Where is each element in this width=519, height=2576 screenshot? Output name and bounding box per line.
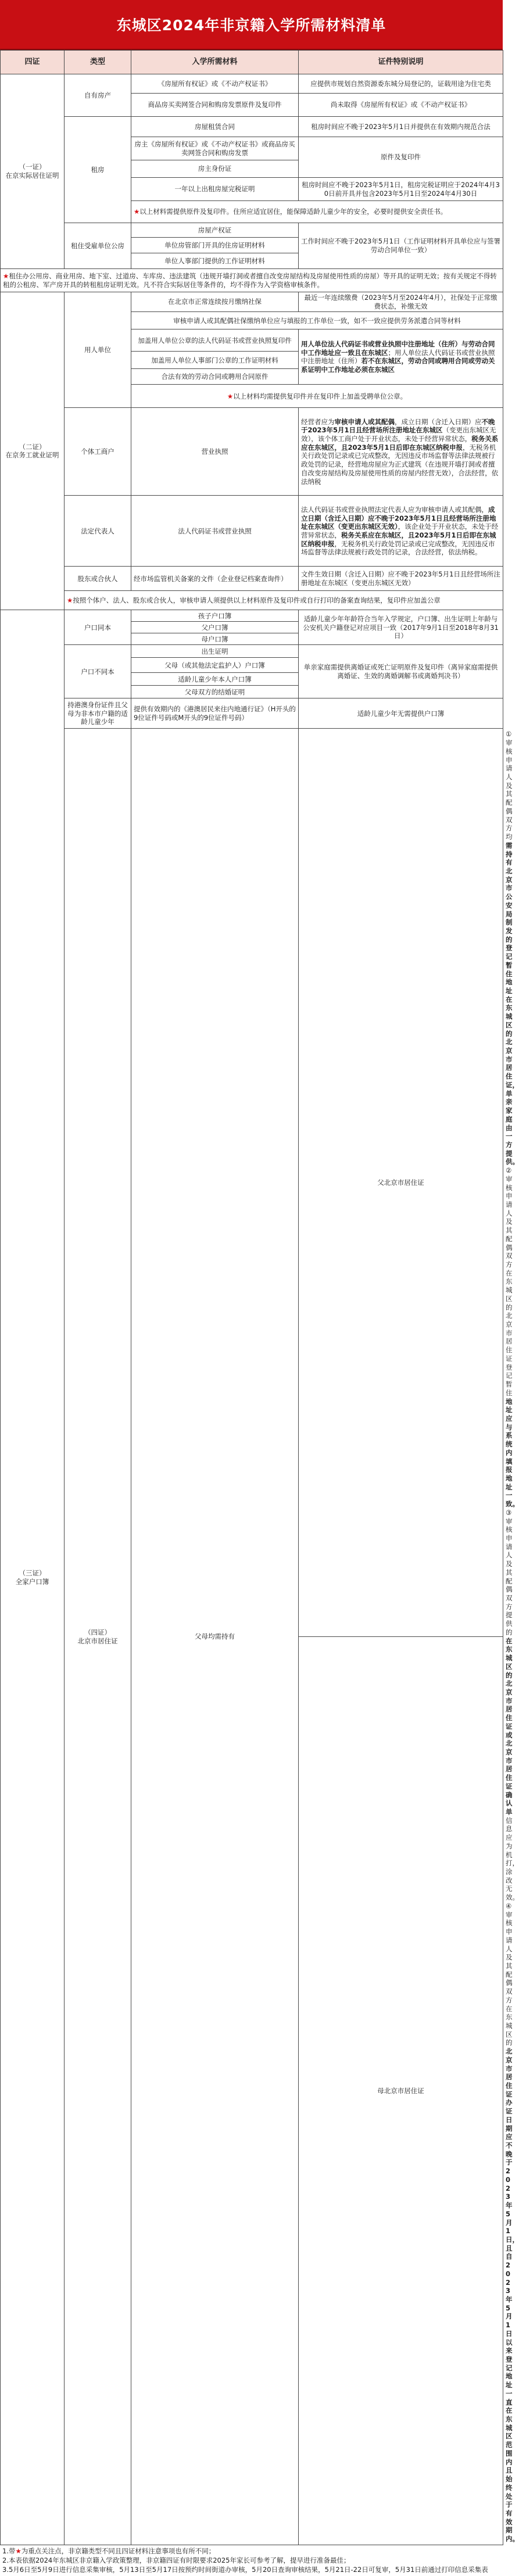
header-row <box>1 51 503 74</box>
footer-line-2: 2.本表依据2024年东城区非京籍入学政策整理，非京籍四证有时限要求2025年家长可参考了解，提早进行准备最佳； <box>2 2556 350 2565</box>
material: 母户口簿 <box>131 633 299 645</box>
type-same-hukou: 户口同本 <box>65 610 131 645</box>
type-shareholder: 股东或合伙人 <box>65 567 131 591</box>
material: 单位房管部门开具的住房证明材料 <box>131 238 299 253</box>
header-cert: 四证 <box>1 51 65 74</box>
type-employer: 用人单位 <box>65 292 131 408</box>
material: 房屋产权证 <box>131 223 299 238</box>
business-note: ★按照个体户、法人、股东或合伙人，审核申请人须提供以上材料原件及复印件或自行打印的备案查询结果，复印件应加盖公章 <box>65 591 503 610</box>
material: 加盖用人单位公章的法人代码证书或营业执照复印件 <box>131 329 299 352</box>
footer-notes <box>0 2545 503 2576</box>
header-notes: 证件特别说明 <box>299 51 503 74</box>
cert-1-cell <box>1 74 65 269</box>
material: 营业执照 <box>131 408 299 496</box>
material: 一年以上出租房屋完税证明 <box>131 178 299 201</box>
star-icon: ★ <box>134 207 140 216</box>
cert-1-footnote: ★租住办公用房、商业用房、地下室、过道房、车库房、违法建筑（违规开墙打洞或者擅自改变房屋结构及房屋使用性质的房屋）等开具的证明无效；按有关规定不得转租的公租房、军产房开具的转租租房证明无效。凡不符合实际居住等条件的，均不得作为入学资格审核条件。 <box>1 269 503 292</box>
footer-line-1: 1.带★为重点关注点，非京籍类型不同且四证材料注意事项也有所不同； <box>2 2546 216 2555</box>
note: 最近一年连续缴费（2023年5月至2024年4月），社保处于正常缴费状态，补缴无效 <box>299 292 503 312</box>
note: 租房时间应不晚于2023年5月1日，租房完税证明应于2024年4月30日前开具并包含2023年5月1日至2024年4月30日 <box>299 178 503 201</box>
star-icon: ★ <box>227 392 234 400</box>
material: 父母（或其他法定监护人）户口簿 <box>131 658 299 673</box>
material: 房主身份证 <box>131 160 299 178</box>
header-materials: 入学所需材料 <box>131 51 299 74</box>
note: 应提供市规划自然资源委东城分局登记的，证载用途为住宅类 <box>299 74 503 94</box>
star-icon: ★ <box>15 2546 22 2555</box>
star-icon: ★ <box>3 271 9 280</box>
material: 房屋租赁合同 <box>131 117 299 137</box>
material: 提供有效期内的《港澳居民来往内地通行证》（H开头的9位证件号码或M开头的9位证件号码） <box>131 698 299 729</box>
materials-table: 四证 类型 入学所需材料 证件特别说明 （一证） 在京实际居住证明 自有房产 《房屋所有权证》或《不动产权证书》 应提供市规划自然资源委东城分局登记的，证载用途为住宅类 商品房买卖网签合同和购房发票原件及复印件 尚未取得《房屋所有权证》或《不动产权证书》 租房 房屋租赁合同 租房时间应不晚于2023年5月1日并提供在有效期内规范合法 房主《房屋所有权证》或《不动产权证书》或商品房买卖网签合同和购房发票 原件及复印件 房主身份证 一年以上出租房屋完税证明 租房时间应不晚于2023年5月1日，租房完税证明应于2024年4月30日前开具并包含2023年5月1日至2024年4月30日 ★以上材料需提供原件及复印件。住所应适宜居住，能保障适龄儿童少年的安全，必要时提供安全责任书。 租住受雇单位公房 房屋产权证 工作时间应不晚于2023年5月1日（工作证明材料开具单位应与签署劳动合同单位一致） 单位房管部门开具的住房证明材料 单位人事部门提供的工作证明材料 ★租住办公用房、商业用房、地下室、过道房、车库房、违法建筑（违规开墙打洞或者擅自改变房屋结构及房屋使用性质的房屋）等开具的证明无效；按有关规定不得转租的公租房、军产房开具的转租租房证明无效。凡不符合实际居住等条件的，均不得作为入学资格审核条件。 （二证） 在京务工就业证明 用人单位 在北京市正常连续按月缴纳社保 最近一年连续缴费（2023年5月至2024年4月），社保处于正常缴费状态，补缴无效 审核申请人或其配偶社保缴纳单位应与填报的工作单位一致，如不一致应提供劳务派遣合同等材料 加盖用人单位公章的法人代码证书或营业执照复印件 用人单位法人代码证书或营业执照中注册地址（住所）与劳动合同中工作地址应一致且在东城区；用人单位法人代码证书或营业执照中注册地址（住所）若不在东城区，劳动合同或聘用合同或劳动关系证明中工作地址必须在东城区 加盖用人单位人事部门公章的工作证明材料 合法有效的劳动合同或聘用合同原件 ★以上材料均需提供复印件并在复印件上加盖受聘单位公章。 个体工商户 营业执照 经营者应为审核申请人或其配偶，成立日期（含迁入日期）应不晚于2023年5月1日且经营场所注册地址在东城区（变更出东城区无效），该个体工商户处于开业状态，未处于经营异常状态，税务关系应在东城区，且2023年5月1日后即在东城区纳税申报，无税务机关行政处罚记录或已完成整改，无因违反市场监督等法律法规被行政处罚的记录，经营地房屋应为正式建筑（在违规开墙打洞或者擅自改变房屋结构及房屋使用性质的房屋内经营无效），合法经营，依法纳税 法定代表人 法人代码证书或营业执照 法人代码证书或营业执照法定代表人应为审核申请人或其配偶，成立日期（含迁入日期）应不晚于2023年5月1日且经营场所注册地址在东城区（变更出东城区无效），该企业处于开业状态，未处于经营异常状态，税务关系应在东城区，且2023年5月1日后即在东城区纳税申报，无税务机关行政处罚记录或已完成整改，无因违反市场监督等法律法规被行政处罚的记录，合法经营，依法纳税。 股东或合伙人 经市场监管机关备案的文件（企业登记档案查询件） 文件生效日期（含迁入日期）应不晚于2023年5月1日且经营场所注册地址在东城区（变更出东城区无效） ★按照个体户、法人、股东或合伙人，审核申请人须提供以上材料原件及复印件或自行打印的备案查询结果，复印件应加盖公章 （三证） 全家户口簿 户口同本 孩子户口簿 适龄儿童少年年龄符合当年入学规定，户口簿、出生证明上年龄与公安机关户籍登记对应项目一致（2017年9月1日至2018年8月31日） 父户口簿 母户口簿 户口不同本 出生证明 单亲家庭需提供离婚证或死亡证明原件及复印件（离异家庭需提供离婚证、生效的离婚调解书或离婚判决书） 父母（或其他法定监护人）户口簿 适龄儿童少年本人户口簿 父母双方的结婚证明 持港澳身份证件且父母为非本市户籍的适龄儿童少年 提供有效期内的《港澳居民来往内地通行证》（H开头的9位证件号码或M开头的9位证件号码） 适龄儿童少年无需提供户口簿 （四证） 北京市居住证 父母均需持有 父北京市居住证 ①审核申请人及其配偶双方均需持有北京市公安局制发的登记暂住地址在东城区的北京市居住证，单亲家庭由一方提供。 ②审核申请人及其配偶双方在东城区的北京市居住证登记暂住地址应与系统内填报地址一致。 ③审核申请人及其配偶双方提供的在东城区的北京市居住证或北京市居住证确认单信息应为机打，涂改无效。 ④审核申请人及其配偶双方在东城区的北京市居住证办证日期应不晚于2023年5月1日，且自2023年5月1日以来登记地址一直在东城区范围内且始终处于有效期内。 母北京市居住证 <box>0 50 503 2545</box>
note: 经营者应为审核申请人或其配偶，成立日期（含迁入日期）应不晚于2023年5月1日且经营场所注册地址在东城区（变更出东城区无效），该个体工商户处于开业状态，未处于经营异常状态，税务关系应在东城区，且2023年5月1日后即在东城区纳税申报，无税务机关行政处罚记录或已完成整改，无因违反市场监督等法律法规被行政处罚的记录，经营地房屋应为正式建筑（在违规开墙打洞或者擅自改变房屋结构及房屋使用性质的房屋内经营无效），合法经营，依法纳税 <box>299 408 503 496</box>
footer-line-3: 3.5月6日至5月9日进行信息采集审核，5月13日至5月17日按预约时间街道办审核，5月20日查询审核结果，5月21日-22日可复审，5月31日前通过打印信息采集表 <box>2 2566 488 2574</box>
material: 《房屋所有权证》或《不动产权证书》 <box>131 74 299 94</box>
material: 审核申请人或其配偶社保缴纳单位应与填报的工作单位一致，如不一致应提供劳务派遣合同等材料 <box>131 312 503 329</box>
note: 适龄儿童少年无需提供户口簿 <box>299 698 503 729</box>
star-icon: ★ <box>67 596 73 605</box>
material: 在北京市正常连续按月缴纳社保 <box>131 292 299 312</box>
material: 出生证明 <box>131 645 299 658</box>
material: 母北京市居住证 <box>299 1637 503 2545</box>
cert-2-cell <box>1 292 65 610</box>
type-hk-macao: 持港澳身份证件且父母为非本市户籍的适龄儿童少年 <box>65 698 131 729</box>
note: 尚未取得《房屋所有权证》或《不动产权证书》 <box>299 94 503 117</box>
material: 商品房买卖网签合同和购房发票原件及复印件 <box>131 94 299 117</box>
material: 父北京市居住证 <box>299 729 503 1637</box>
cert-1-label: （一证） <box>19 163 46 171</box>
material: 孩子户口簿 <box>131 610 299 622</box>
cert-4-cell <box>65 729 131 2545</box>
title-bar <box>0 0 503 50</box>
material: 房主《房屋所有权证》或《不动产权证书》或商品房买卖网签合同和购房发票 <box>131 137 299 160</box>
note: 工作时间应不晚于2023年5月1日（工作证明材料开具单位应与签署劳动合同单位一致） <box>299 223 503 269</box>
cert-2-name: 在京务工就业证明 <box>5 451 59 460</box>
material: 父户口簿 <box>131 622 299 633</box>
type-rent: 租房 <box>65 117 131 223</box>
material: 加盖用人单位人事部门公章的工作证明材料 <box>131 352 299 369</box>
cert-1-name: 在京实际居住证明 <box>5 171 59 180</box>
note: 原件及复印件 <box>299 137 503 178</box>
note: 用人单位法人代码证书或营业执照中注册地址（住所）与劳动合同中工作地址应一致且在东城区；用人单位法人代码证书或营业执照中注册地址（住所）若不在东城区，劳动合同或聘用合同或劳动关系证明中工作地址必须在东城区 <box>299 329 503 385</box>
cert-4-name: 北京市居住证 <box>77 1636 118 1645</box>
cert-3-label: （三证） <box>19 1568 46 1577</box>
note: 法人代码证书或营业执照法定代表人应为审核申请人或其配偶，成立日期（含迁入日期）应不晚于2023年5月1日且经营场所注册地址在东城区（变更出东城区无效），该企业处于开业状态，未处于经营异常状态，税务关系应在东城区，且2023年5月1日后即在东城区纳税申报，无税务机关行政处罚记录或已完成整改，无因违反市场监督等法律法规被行政处罚的记录，合法经营，依法纳税。 <box>299 496 503 567</box>
type-unit-house: 租住受雇单位公房 <box>65 223 131 269</box>
type-individual: 个体工商户 <box>65 408 131 496</box>
cert-4-label: （四证） <box>84 1628 111 1636</box>
rent-note: ★以上材料需提供原件及复印件。住所应适宜居住，能保障适龄儿童少年的安全，必要时提供安全责任书。 <box>131 201 503 223</box>
material: 合法有效的劳动合同或聘用合同原件 <box>131 369 299 385</box>
type-parents: 父母均需持有 <box>131 729 299 2545</box>
note: 租房时间应不晚于2023年5月1日并提供在有效期内规范合法 <box>299 117 503 137</box>
note: 文件生效日期（含迁入日期）应不晚于2023年5月1日且经营场所注册地址在东城区（变更出东城区无效） <box>299 567 503 591</box>
header-type: 类型 <box>65 51 131 74</box>
type-own-house: 自有房产 <box>65 74 131 117</box>
page-title: 东城区2024年非京籍入学所需材料清单 <box>116 17 386 34</box>
material: 经市场监管机关备案的文件（企业登记档案查询件） <box>131 567 299 591</box>
material: 单位人事部门提供的工作证明材料 <box>131 253 299 269</box>
cert-2-label: （二证） <box>19 442 46 451</box>
employer-note: ★以上材料均需提供复印件并在复印件上加盖受聘单位公章。 <box>131 385 503 408</box>
material: 适龄儿童少年本人户口簿 <box>131 673 299 686</box>
type-legal-rep: 法定代表人 <box>65 496 131 567</box>
note: 适龄儿童少年年龄符合当年入学规定，户口簿、出生证明上年龄与公安机关户籍登记对应项目一致（2017年9月1日至2018年8月31日） <box>299 610 503 645</box>
material: 法人代码证书或营业执照 <box>131 496 299 567</box>
note: 单亲家庭需提供离婚证或死亡证明原件及复印件（离异家庭需提供离婚证、生效的离婚调解书或离婚判决书） <box>299 645 503 698</box>
cert-3-name: 全家户口簿 <box>15 1577 49 1586</box>
material: 父母双方的结婚证明 <box>131 686 299 698</box>
type-diff-hukou: 户口不同本 <box>65 645 131 698</box>
cert-3-cell <box>1 610 65 2545</box>
